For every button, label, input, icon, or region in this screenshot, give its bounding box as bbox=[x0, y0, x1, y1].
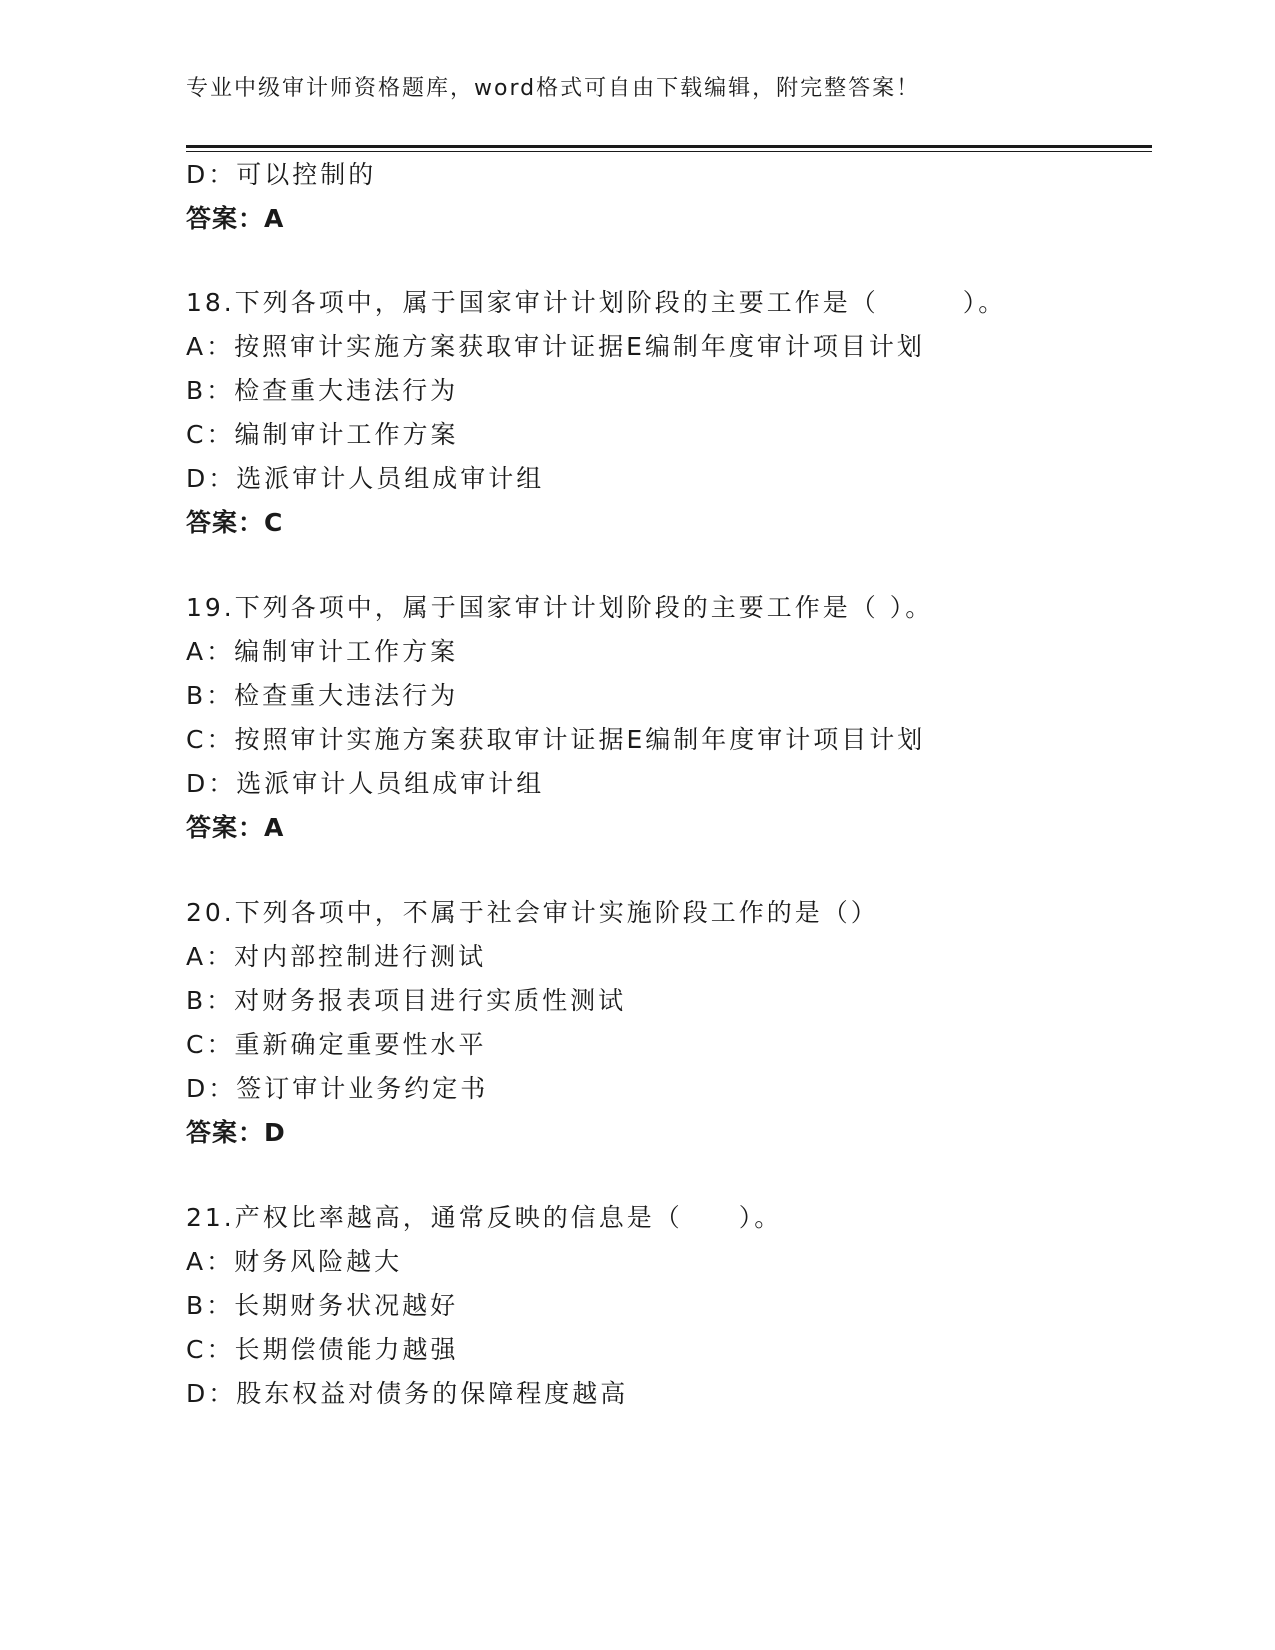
question-stem-18: 18.下列各项中，属于国家审计计划阶段的主要工作是（ ）。 bbox=[186, 288, 1007, 317]
option-19-b: B：检查重大违法行为 bbox=[186, 681, 459, 710]
option-21-b: B：长期财务状况越好 bbox=[186, 1291, 459, 1320]
option-19-a: A：编制审计工作方案 bbox=[186, 637, 459, 666]
option-20-a: A：对内部控制进行测试 bbox=[186, 942, 487, 971]
option-19-c: C：按照审计实施方案获取审计证据E编制年度审计项目计划 bbox=[186, 725, 926, 754]
answer-20: 答案：D bbox=[186, 1118, 286, 1147]
option-19-d: D：选派审计人员组成审计组 bbox=[186, 769, 545, 798]
carryover-option-d: D：可以控制的 bbox=[186, 160, 377, 189]
carryover-answer: 答案：A bbox=[186, 204, 285, 233]
option-20-b: B：对财务报表项目进行实质性测试 bbox=[186, 986, 627, 1015]
option-18-b: B：检查重大违法行为 bbox=[186, 376, 459, 405]
question-stem-21: 21.产权比率越高，通常反映的信息是（ ）。 bbox=[186, 1203, 783, 1232]
option-20-d: D：签订审计业务约定书 bbox=[186, 1074, 489, 1103]
answer-19: 答案：A bbox=[186, 813, 285, 842]
option-20-c: C：重新确定重要性水平 bbox=[186, 1030, 487, 1059]
option-18-c: C：编制审计工作方案 bbox=[186, 420, 459, 449]
option-21-d: D：股东权益对债务的保障程度越高 bbox=[186, 1379, 629, 1408]
option-18-a: A：按照审计实施方案获取审计证据E编制年度审计项目计划 bbox=[186, 332, 925, 361]
question-stem-19: 19.下列各项中，属于国家审计计划阶段的主要工作是（ ）。 bbox=[186, 593, 934, 622]
answer-18: 答案：C bbox=[186, 508, 284, 537]
page-header: 专业中级审计师资格题库，word格式可自由下载编辑，附完整答案！ bbox=[186, 76, 921, 101]
question-stem-20: 20.下列各项中，不属于社会审计实施阶段工作的是（） bbox=[186, 898, 879, 927]
header-rule-thin bbox=[186, 151, 1152, 152]
option-21-c: C：长期偿债能力越强 bbox=[186, 1335, 459, 1364]
header-rule-thick bbox=[186, 145, 1152, 148]
option-18-d: D：选派审计人员组成审计组 bbox=[186, 464, 545, 493]
option-21-a: A：财务风险越大 bbox=[186, 1247, 403, 1276]
